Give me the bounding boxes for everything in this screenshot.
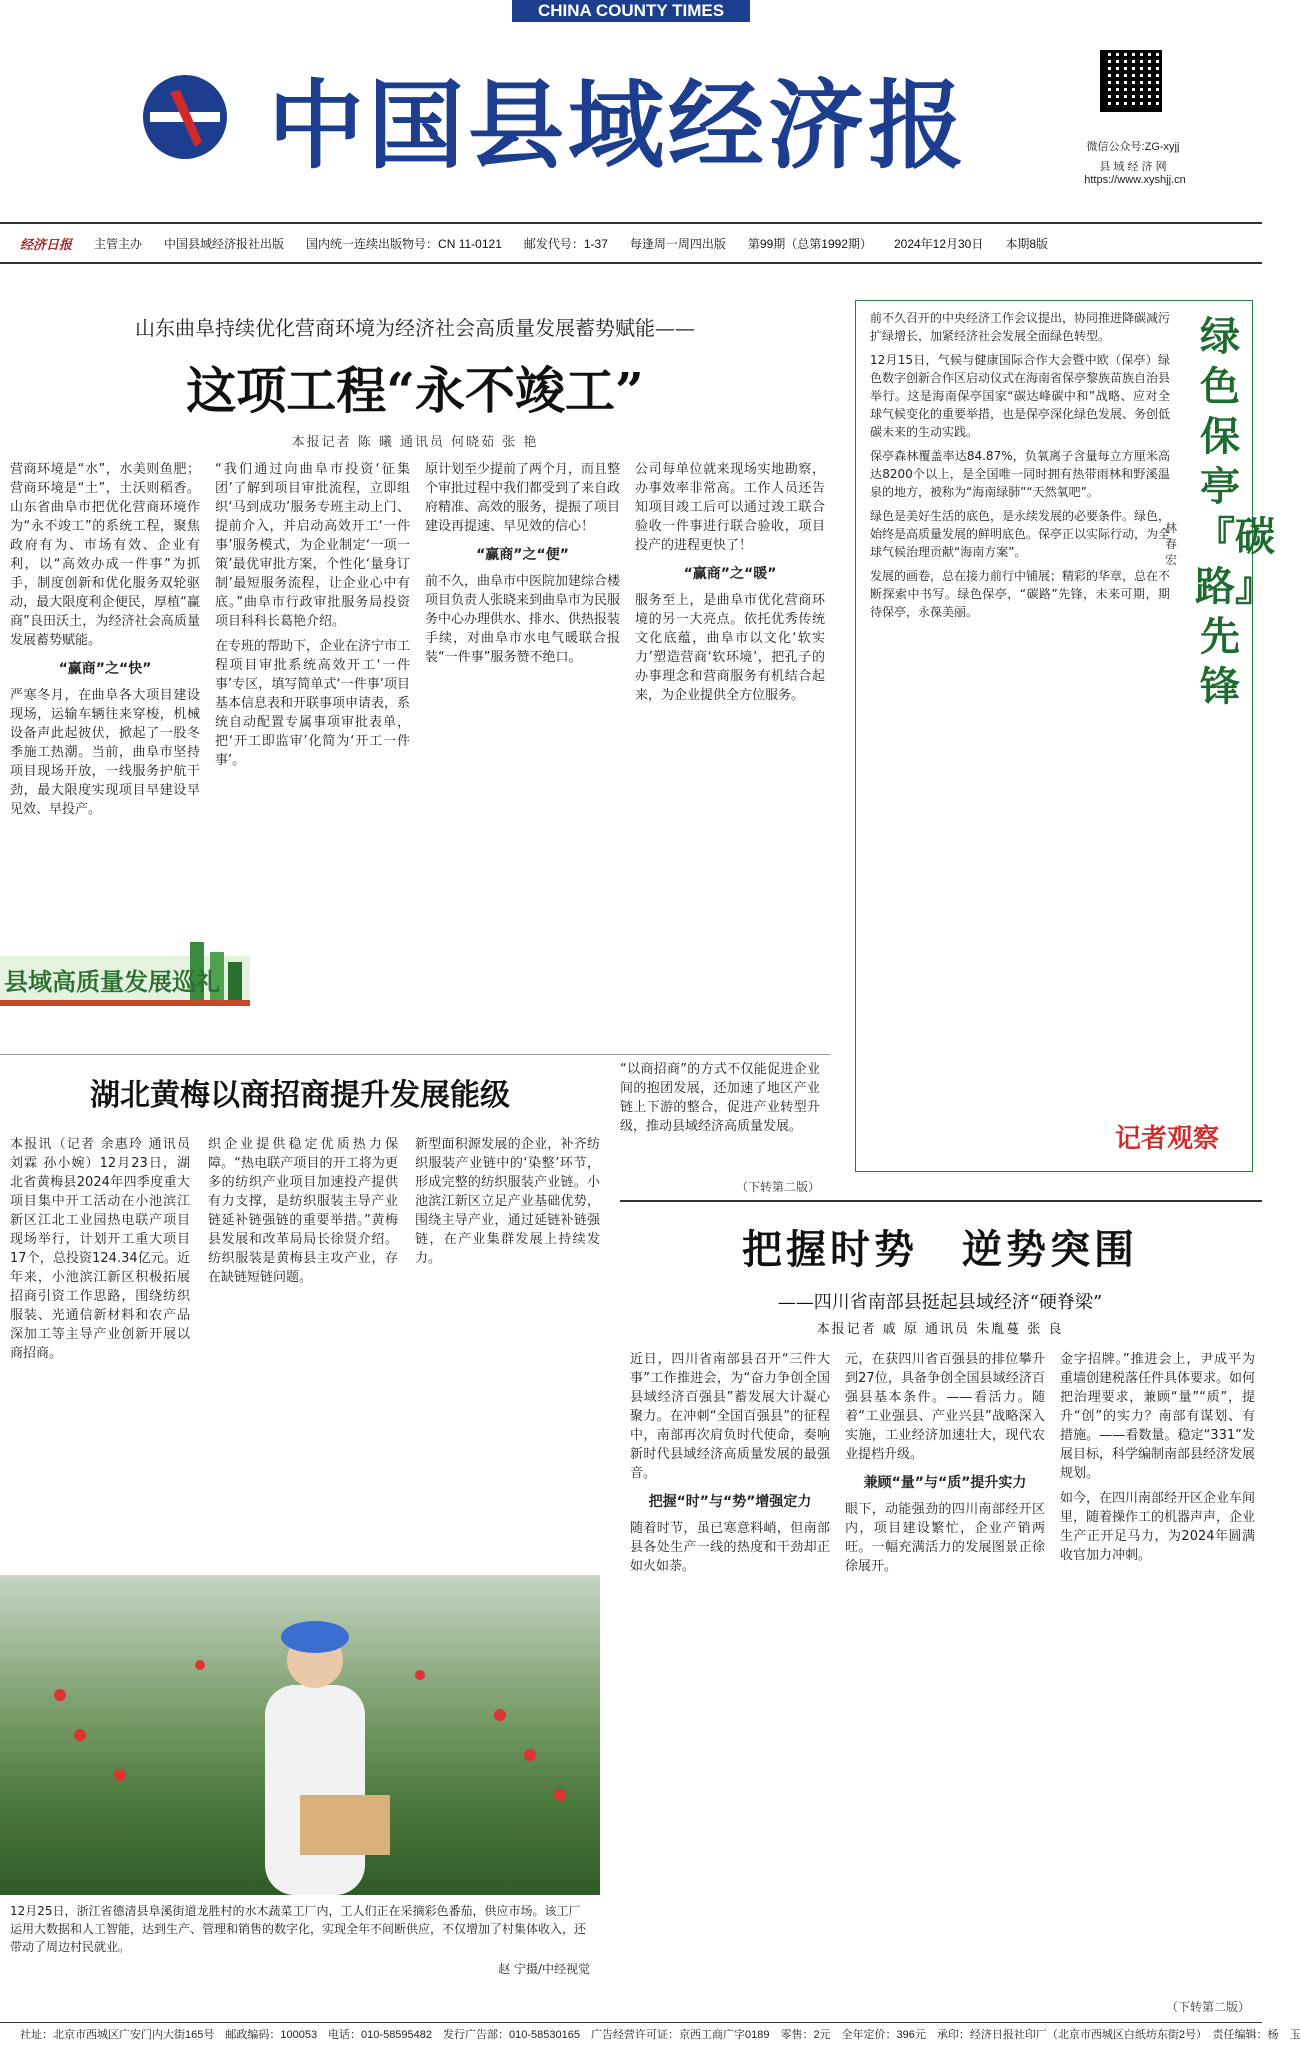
sichuan-column-3: 金字招牌。”推进会上，尹成平为重墙创建税落任件具体要求。如何把治理要求，兼顾“量”“质”，提升“创”的实力？南部有谋划、有措施。——看数量。稳定“331”发展目标，科学编制南部县经济发展规划。 如今，在四川南部经开区企业车间里，随着操作工的机器声声，企业生产正开足马力，为2024年圆满收官加力冲刺。 — [1060, 1352, 1256, 1563]
hubei-column-1: 本报讯（记者 余惠玲 通讯员 刘霖 孙小婉）12月23日，湖北省黄梅县2024年四季度重大项目集中开工活动在小池滨江新区江北工业园热电联产项目现场举行，计划开工重大项目17个，总投资124.34亿元。近年来，小池滨江新区积极拓展招商引资工作思路，围绕纺织服装、光通信新材料和农产品深加工等主导产业创新开展以商招商。 — [10, 1137, 190, 1361]
lead-subhead-convenient: “赢商”之“便” — [476, 547, 569, 563]
sichuan-byline: 本报记者 戚 原 通讯员 朱胤蔓 张 良 — [816, 1322, 1064, 1337]
banner-label: 县域高质量发展巡礼 — [4, 967, 220, 996]
sichuan-column-2: 元，在获四川省百强县的排位攀升到27位，具备争创全国县域经济百强县基本条件。——看活力。随着“工业强县、产业兴县”战略深入实施，工业经济加速壮大，现代农业提档升级。 兼顾“量”与“质”提升实力 眼下，动能强劲的四川南部经开区内，项目建设繁忙，企业产销两旺。一幅充满活力的发展图景正徐徐展开。 — [845, 1352, 1045, 1574]
postal-code: 邮发代号：1-37 — [523, 236, 608, 251]
issue-date: 2024年12月30日 — [893, 236, 984, 251]
hubei-top-rule — [0, 1054, 830, 1055]
cn-number: 国内统一连续出版物号：CN 11-0121 — [306, 236, 502, 251]
lead-continued: （下转第二版） — [735, 1180, 820, 1194]
qr-code-icon — [1100, 50, 1162, 112]
footer-rule — [0, 2022, 1262, 2023]
wechat-account: 微信公众号:ZG-xyjj — [1086, 141, 1180, 153]
website-name: 县 域 经 济 网 — [1099, 161, 1167, 173]
lead-headline[interactable]: 这项工程“永不竣工” — [186, 361, 644, 420]
hubei-column-2: 织企业提供稳定优质热力保障。“热电联产项目的开工将为更多的纺织产业项目加速投产提供有力支撑，是纺织服装主导产业链延补链强链的重要举措。”黄梅县发展和改革局局长徐贤介绍。纺织服装是黄梅县主攻产业，存在缺链短链问题。 — [208, 1137, 398, 1285]
sichuan-subhead-timing: 把握“时”与“势”增强定力 — [648, 1494, 812, 1510]
hubei-headline[interactable]: 湖北黄梅以商招商提升发展能级 — [90, 1078, 510, 1113]
sichuan-headline[interactable]: 把握时势 逆势突围 — [742, 1226, 1138, 1273]
publisher: 中国县域经济报社出版 — [164, 236, 285, 251]
masthead-rule — [0, 222, 1262, 224]
commentary-tag: 记者观察 — [1115, 1124, 1220, 1154]
sichuan-subhead-quality: 兼顾“量”与“质”提升实力 — [863, 1475, 1027, 1491]
sichuan-subtitle: ——四川省南部县挺起县域经济“硬脊梁” — [777, 1292, 1103, 1313]
newspaper-logo-icon — [140, 72, 230, 162]
lead-column-4: 公司每单位就来现场实地勘察，办事效率非常高。工作人员还告知项目竣工后可以通过竣工联合验收一件事进行联合验收，项目投产的进程更快了！ “赢商”之“暖” 服务至上，是曲阜市优化营商环境的另一大亮点。依托优秀传统文化底蕴，曲阜市以文化‘软实力’塑造营商‘软环境’，把孔子的办事理念和营商服务有机结合起来，为企业提供全方位服务。 — [635, 462, 825, 703]
hubei-column-3: 新型面积源发展的企业，补齐纺织服装产业链中的‘染整’环节，形成完整的纺织服装产业链。小池滨江新区立足产业基础优势，围绕主导产业，通过延链补链强链，在产业集群发展上持续发力。 — [415, 1137, 600, 1266]
lead-subhead-fast: “赢商”之“快” — [58, 661, 152, 677]
commentary-author: 林春宏 — [1165, 521, 1178, 567]
sichuan-column-1: 近日，四川省南部县召开“三件大事”工作推进会，为“奋力争创全国县域经济百强县”蓄发展大计凝心聚力。在冲刺“全国百强县”的征程中，南部再次肩负时代使命，奏响新时代县域经济高质量发展的最强音。 把握“时”与“势”增强定力 随着时节，虽已寒意料峭，但南部县各处生产一线的热度和干劲却正如火如荼。 — [630, 1352, 830, 1574]
commentary-body: 前不久召开的中央经济工作会议提出，协同推进降碳减污扩绿增长，加紧经济社会发展全面绿色转型。 12月15日，气候与健康国际合作大会暨中欧（保亭）绿色数字创新合作区启动仪式在海南省保亭黎族苗族自治县举行。这是海南保亭国家“碳达峰碳中和”战略、应对全球气候变化的重要举措，也是保亭深化绿色发展、务创低碳未来的生动实践。 保亭森林覆盖率达84.87%，负氧离子含量每立方厘米高达8200个以上，是全国唯一同时拥有热带雨林和野溪温泉的地方，被称为“海南绿肺”“天然氧吧”。 绿色是美好生活的底色，是永续发展的必要条件。绿色，始终是高质量发展的鲜明底色。保亭正以实际行动，为全球气候治理贡献“海南方案”。 发展的画卷，总在接力前行中铺展；精彩的华章，总在不断探索中书写。绿色保亭，“碳路”先锋，未来可期，期待保亭，永葆美丽。 — [870, 311, 1171, 619]
section-banner — [0, 942, 250, 1014]
commentary-box — [855, 300, 1275, 1172]
sichuan-top-rule — [620, 1200, 1262, 1202]
lead-column-2: “我们通过向曲阜市投资‘征集团’了解到项目审批流程，立即组织‘马到成功’服务专班主动上门、提前介入，并启动高效开工‘一件事’服务模式，为企业制定‘一项一策’最优审批方案，个性化‘量身订制’最短服务流程，让企业心中有底。”曲阜市行政审批服务局投资项目科科长葛艳介绍。 在专班的帮助下，企业在济宁市工程项目审批系统高效开工‘一件事’专区，填写简单式‘一件事’项目基本信息表和开联事项申请表，系统自动配置专属事项审批表单，把‘开工即监审’化简为‘开工一件事’。 — [215, 462, 411, 768]
lead-column-3: 原计划至少提前了两个月，而且整个审批过程中我们都受到了来自政府精准、高效的服务，提振了项目建设再提速、早见效的信心！ “赢商”之“便” 前不久，曲阜市中医院加建综合楼项目负责人张晓来到曲阜市为民服务中心办理供水、排水、供热报装手续，对曲阜市水电气暖联合报装“一件事”服务赞不绝口。 — [425, 462, 621, 665]
lead-byline: 本报记者 陈 曦 通讯员 何晓茹 张 艳 — [291, 435, 539, 450]
greenhouse-photo — [0, 1575, 600, 1895]
sponsor: 主管主办 — [94, 236, 143, 251]
footer-info: 社址：北京市西城区广安门内大街165号 邮政编码：100053 电话：010-58595482 发行广告部：010-58530165 广告经营许可证：京西工商广字0189 零售：2元 全年定价：396元 承印：经济日报社印厂（北京市西城区白纸坊东街2号） 责任编辑：杨 玉 — [20, 2029, 1301, 2041]
lead-subhead-warm: “赢商”之“暖” — [683, 566, 777, 582]
commentary-title[interactable]: 绿色保亭『碳路』先锋 — [1195, 313, 1275, 710]
page-count: 本期8版 — [1005, 236, 1049, 251]
publication-info-bar — [20, 232, 1240, 254]
frequency: 每逢周一周四出版 — [629, 236, 726, 251]
english-title: CHINA COUNTY TIMES — [512, 0, 750, 22]
sponsor-logo: 经济日报 — [20, 237, 73, 253]
tomato-greenhouse-icon — [0, 1575, 600, 1895]
hubei-sidebar-note: “以商招商”的方式不仅能促进企业间的抱团发展，还加速了地区产业链上下游的整合，促进产业转型升级，推动县域经济高质量发展。 — [620, 1062, 820, 1134]
lead-kicker: 山东曲阜持续优化营商环境为经济社会高质量发展蓄势赋能—— — [135, 316, 695, 340]
website-url[interactable]: https://www.xyshjj.cn — [1084, 174, 1186, 186]
newspaper-title: 中国县域经济报 — [268, 69, 968, 182]
photo-caption: 12月25日，浙江省德清县阜溪街道龙胜村的水木蔬菜工厂内，工人们正在采摘彩色番茄，供应市场。该工厂运用大数据和人工智能，达到生产、管理和销售的数字化，实现全年不间断供应，不仅增加了村集体收入，还带动了周边村民就业。 赵 宁摄/中经视觉 — [0, 1898, 600, 1988]
lead-column-1: 营商环境是“水”，水美则鱼肥；营商环境是“土”，土沃则稻香。山东省曲阜市把优化营商环境作为“永不竣工”的系统工程，聚焦政府有为、市场有效、企业有利，以“高效办成一件事”为抓手，制度创新和优化服务双轮驱动，最大限度利企便民，厚植“赢商”良田沃土，为经济社会高质量发展蓄势赋能。 “赢商”之“快” 严寒冬月，在曲阜各大项目建设现场，运输车辆往来穿梭，机械设备声此起彼伏，掀起了一股冬季施工热潮。当前，曲阜市坚持项目现场开放，一线服务护航干劲，最大限度实现项目早建设早见效、早投产。 — [10, 462, 200, 817]
photo-credit: 赵 宁摄/中经视觉 — [498, 1962, 590, 1976]
issue-number: 第99期（总第1992期） — [747, 236, 872, 251]
sichuan-continued: （下转第二版） — [1165, 2000, 1250, 2014]
infobar-rule — [0, 262, 1262, 264]
